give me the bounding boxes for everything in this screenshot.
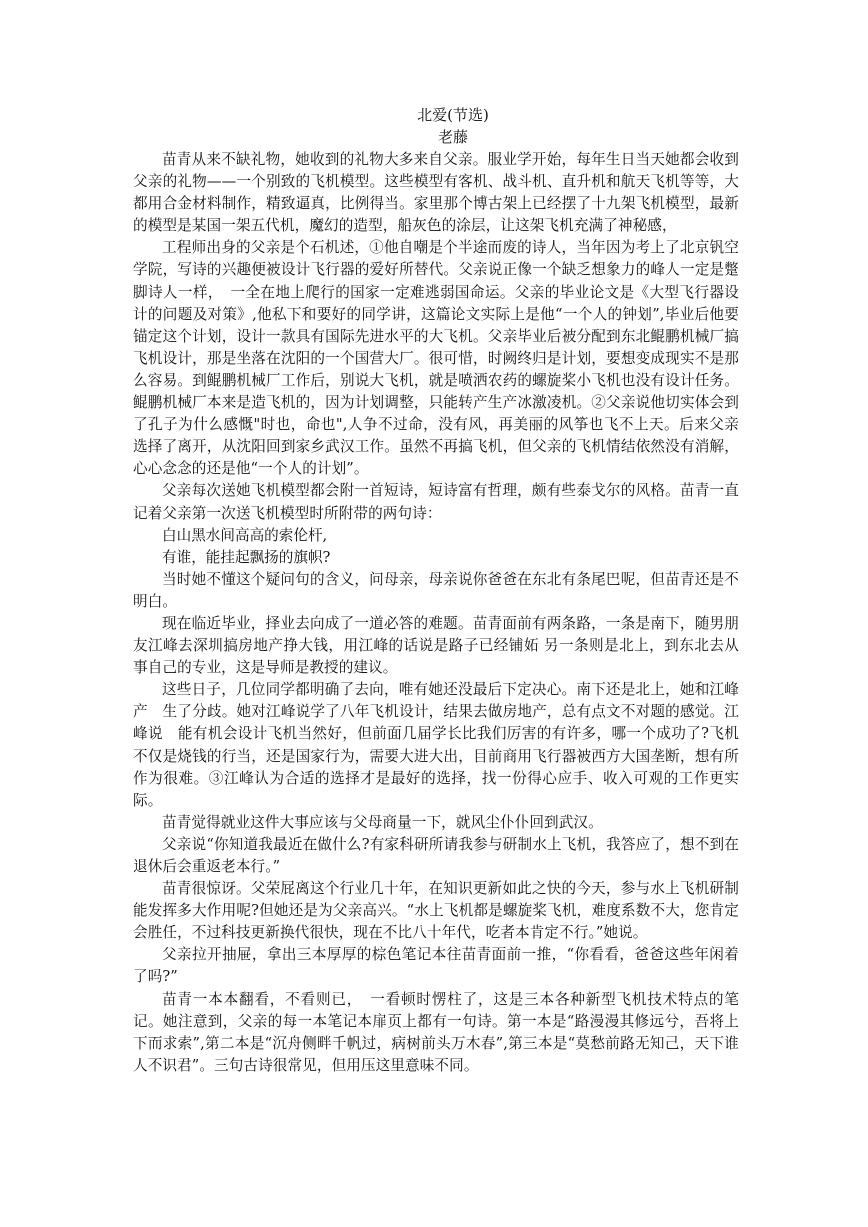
paragraph-5: 现在临近毕业，择业去向成了一道必答的难题。苗青面前有两条路，一条是南下，随男朋友江峰去深圳搞房地产挣大钱，用江峰的话说是路子已经铺妬 另一条则是北上，到东北去从事自己的专业，这是导师是教授的建议。 xyxy=(133,614,739,677)
paragraph-6: 这些日子，几位同学都明确了去向，唯有她还没最后下定决心。南下还是北上，她和江峰产 生了分歧。她对江峰说学了八年飞机设计，结果去做房地产，总有点文不对题的感觉。江峰说 能有机会设计飞机当然好，但前面几届学长比我们厉害的有许多，哪一个成功了?飞机不仅是烧钱的行当，还是国家行为，需要大进大出，目前商用飞行器被西方大国垄断，想有所作为很难。③江峰认为合适的选择才是最好的选择，找一份得心应手、收入可观的工作更实际。 xyxy=(133,681,739,809)
poem-line-1: 白山黑水间高高的索伦杆, xyxy=(162,526,328,544)
paragraph-10: 父亲拉开抽屉，拿出三本厚厚的棕色笔记本往苗青面前一推，“你看看，爸爸这些年闲着了吗?” xyxy=(133,946,739,986)
paragraph-9: 苗青很惊讶。父荣屁离这个行业几十年，在知识更新如此之快的今天，参与水上飞机研制能发挥多大作用呢?但她还是为父亲高兴。“水上飞机都是螺旋桨飞机，难度系数不大，您肯定会胜任，不过科技更新换代很快，现在不比八十年代，吃者本肯定不行。”她说。 xyxy=(133,880,739,942)
paragraph-1: 苗青从来不缺礼物，她收到的礼物大多来自父亲。服业学开始，每年生日当天她都会收到父亲的礼物——一个别致的飞机模型。这些模型有客机、战斗机、直升机和航天飞机等等，大都用合金材料制作，精致逼真，比例得当。家里那个博古架上已经摆了十九架飞机模型，最新的模型是某国一架五代机，魔幻的造型，船灰色的涂层，让这架飞机充满了神秘感， xyxy=(133,151,739,235)
document-page xyxy=(133,104,754,1077)
document-title: 北爱(节选) xyxy=(417,106,489,124)
paragraph-3: 父亲每次送她飞机模型都会附一首短诗，短诗富有哲理，颇有些泰戈尔的风格。苗青一直记着父亲第一次送飞机模型时所附带的两句诗： xyxy=(133,482,739,522)
document-author: 老藤 xyxy=(437,128,468,146)
paragraph-11: 苗青一本本翻看，不看则已， 一看顿时愣柱了，这是三本各种新型飞机技术特点的笔记。她注意到，父亲的每一本笔记本扉页上都有一句诗。第一本是“路漫漫其修远兮，吾将上下而求索”,第二本是“沉舟侧畔千帆过，病树前头万木春”,第三本是“莫愁前路无知己，天下谁人不识君”。三句古诗很常见，但用压这里意味不同。 xyxy=(133,990,739,1074)
paragraph-7: 苗青觉得就业这件大事应该与父母商量一下，就风尘仆仆回到武汉。 xyxy=(162,813,603,831)
paragraph-4: 当时她不懂这个疑问句的含义，问母亲，母亲说你爸爸在东北有条尾巴呢，但苗青还是不明白。 xyxy=(133,570,739,610)
paragraph-2: 工程师出身的父亲是个石机述，①他自嘲是个半途而废的诗人，当年因为考上了北京钒空 学院，写诗的兴趣便被设计飞行器的爱好所替代。父亲说正像一个缺乏想象力的峰人一定是蹩脚诗人一样， 一全在地上爬行的国家一定难逃弱国命运。父亲的毕业论文是《大型飞行器设计的问题及对策》,他私下和要好的同学讲，这篇论文实际上是他“一个人的钟划”,毕业后他要锚定这个计划，设计一款具有国际先进水平的大飞机。父亲毕业后被分配到东北鲲鹏机械厂搞飞机设计，那是坐落在沈阳的一个国营大厂。很可惜，时阙终归是计划，要想变成现实不是那么容易。到鲲鹏机械厂工作后，别说大飞机，就是喷洒农药的螺旋桨小飞机也没有设计任务。鲲鹏机械厂本来是造飞机的，因为计划调整，只能转产生产冰激凌机。②父亲说他切实体会到了孔子为什么感慨"时也，命也",人争不过命，没有风，再美丽的风筝也飞不上天。后来父亲选择了离开，从沈阳回到家乡武汉工作。虽然不再搞飞机，但父亲的飞机情结依然没有消解，心心念念的还是他“一个人的计划”。 xyxy=(133,239,754,478)
poem-line-2: 有谁，能挂起飘扬的旗帜? xyxy=(162,548,331,566)
paragraph-8: 父亲说“你知道我最近在做什么?有家科研所请我参与研制水上飞机，我答应了，想不到在退休后会重返老本行。” xyxy=(133,835,739,875)
